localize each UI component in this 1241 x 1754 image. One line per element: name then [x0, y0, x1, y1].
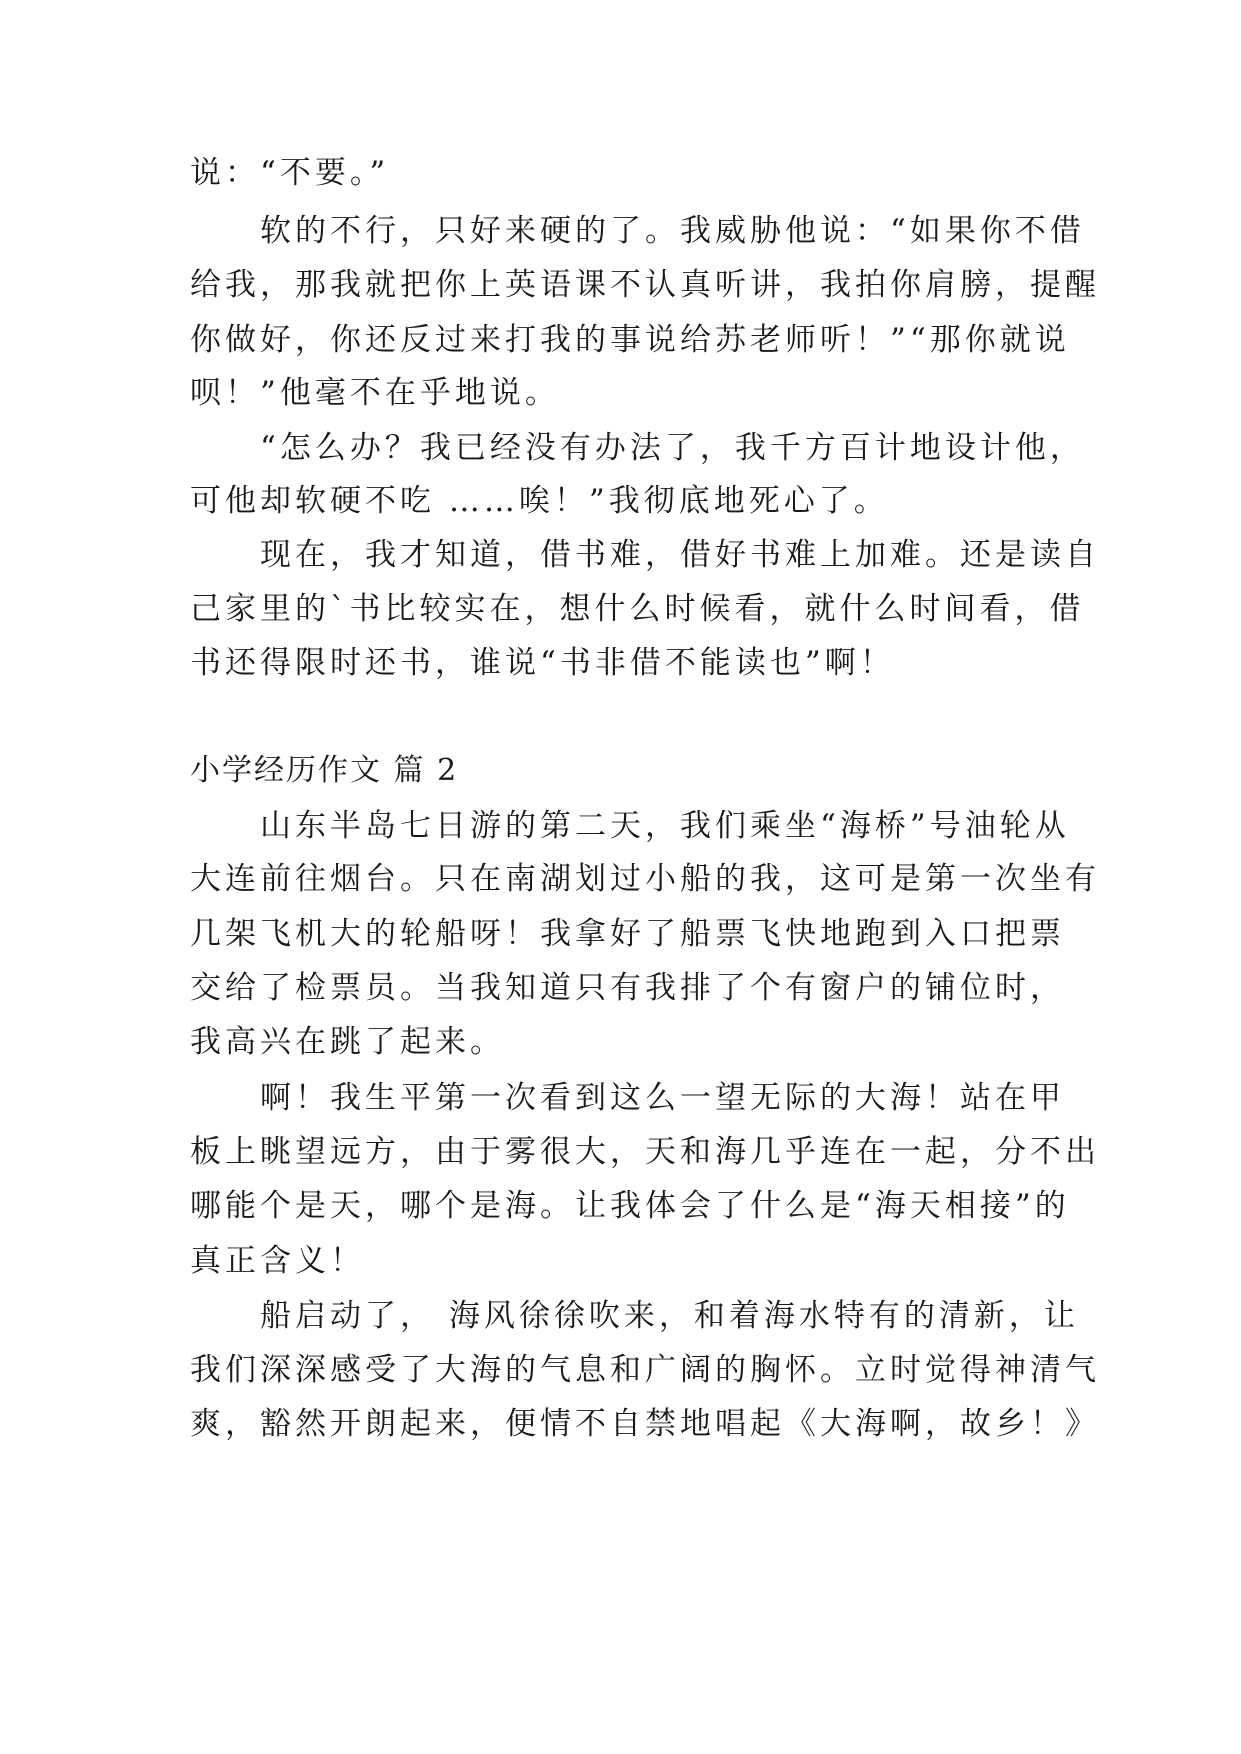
paragraph-line: 你做好，你还反过来打我的事说给苏老师听！”“那你就说 [190, 322, 1070, 358]
paragraph-line: 我高兴在跳了起来。 [190, 1024, 505, 1060]
section-heading: 小学经历作文 篇 2 [190, 753, 459, 788]
paragraph-line: 爽，豁然开朗起来，便情不自禁地唱起《大海啊，故乡！》 [190, 1406, 1100, 1442]
paragraph-line: 可他却软硬不吃 ……唉！”我彻底地死心了。 [190, 483, 889, 519]
paragraph-line: 船启动了， 海风徐徐吹来，和着海水特有的清新，让 [190, 1298, 1079, 1334]
paragraph-line: 啊！我生平第一次看到这么一望无际的大海！站在甲 [190, 1080, 1065, 1116]
paragraph-line: 交给了检票员。当我知道只有我排了个有窗户的铺位时， [190, 970, 1065, 1006]
paragraph-line: 呗！”他毫不在乎地说。 [190, 375, 560, 411]
paragraph-line: 山东半岛七日游的第二天，我们乘坐“海桥”号油轮从 [190, 808, 1070, 844]
paragraph-line: 说：“不要。” [190, 155, 390, 191]
paragraph-line: 给我，那我就把你上英语课不认真听讲，我拍你肩膀，提醒 [190, 267, 1100, 303]
paragraph-line: 板上眺望远方，由于雾很大，天和海几乎连在一起，分不出 [190, 1134, 1100, 1170]
paragraph-line: 真正含义！ [190, 1243, 365, 1279]
paragraph-line: 大连前往烟台。只在南湖划过小船的我，这可是第一次坐有 [190, 861, 1100, 897]
paragraph-line: “怎么办？我已经没有办法了，我千方百计地设计他， [190, 430, 1085, 466]
paragraph-line: 己家里的`书比较实在，想什么时候看，就什么时间看，借 [190, 591, 1085, 627]
paragraph-line: 书还得限时还书，谁说“书非借不能读也”啊！ [190, 645, 895, 681]
paragraph-line: 我们深深感受了大海的气息和广阔的胸怀。立时觉得神清气 [190, 1352, 1100, 1388]
paragraph-line: 哪能个是天，哪个是海。让我体会了什么是“海天相接”的 [190, 1188, 1070, 1224]
paragraph-line: 现在，我才知道，借书难，借好书难上加难。还是读自 [190, 537, 1100, 573]
paragraph-line: 软的不行，只好来硬的了。我威胁他说：“如果你不借 [190, 213, 1085, 249]
paragraph-line: 几架飞机大的轮船呀！我拿好了船票飞快地跑到入口把票 [190, 916, 1065, 952]
